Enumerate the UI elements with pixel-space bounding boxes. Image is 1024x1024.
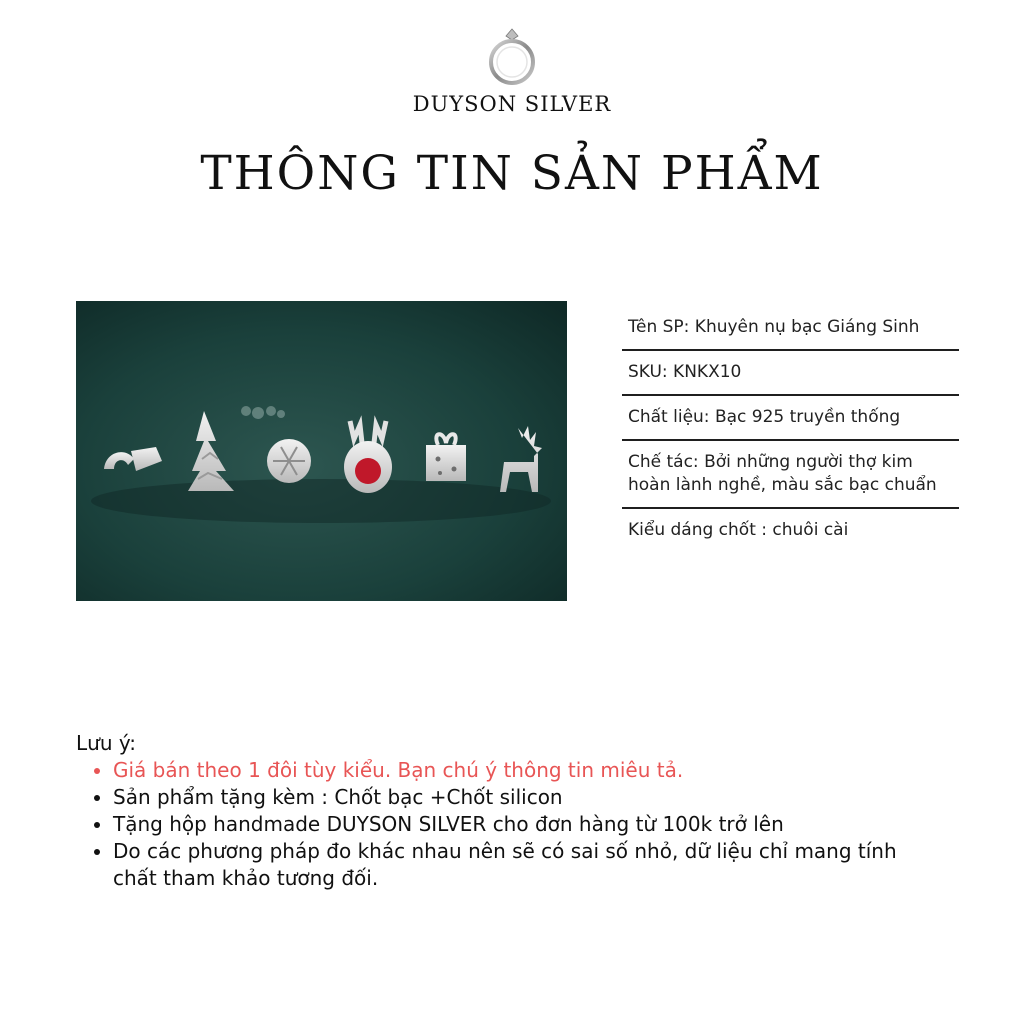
product-photo bbox=[76, 301, 567, 601]
page-title: THÔNG TIN SẢN PHẨM bbox=[200, 146, 824, 201]
snowflake-earring bbox=[267, 439, 311, 483]
spec-craft: Chế tác: Bởi những người thợ kim hoàn lành nghề, màu sắc bạc chuẩn bbox=[622, 441, 959, 509]
notes-heading: Lưu ý: bbox=[76, 731, 136, 755]
notes-section bbox=[76, 730, 936, 892]
spec-name: Tên SP: Khuyên nụ bạc Giáng Sinh bbox=[622, 306, 959, 351]
spec-sku: SKU: KNKX10 bbox=[622, 351, 959, 396]
spec-table bbox=[622, 306, 959, 552]
notes-list bbox=[76, 757, 936, 892]
list-item: • Do các phương pháp đo khác nhau nên sẽ có sai số nhỏ, dữ liệu chỉ mang tính chất tham khảo tương đối. bbox=[113, 838, 936, 892]
ring-icon bbox=[486, 26, 538, 86]
list-item: • Tặng hộp handmade DUYSON SILVER cho đơn hàng từ 100k trở lên bbox=[113, 811, 936, 838]
list-item: • Giá bán theo 1 đôi tùy kiểu. Bạn chú ý thông tin miêu tả. bbox=[113, 757, 936, 784]
spec-clasp: Kiểu dáng chốt : chuôi cài bbox=[628, 520, 849, 540]
spec-material: Chất liệu: Bạc 925 truyền thống bbox=[622, 396, 959, 441]
brand-name: DUYSON SILVER bbox=[412, 92, 612, 116]
list-item: • Sản phẩm tặng kèm : Chốt bạc +Chốt silicon bbox=[113, 784, 936, 811]
